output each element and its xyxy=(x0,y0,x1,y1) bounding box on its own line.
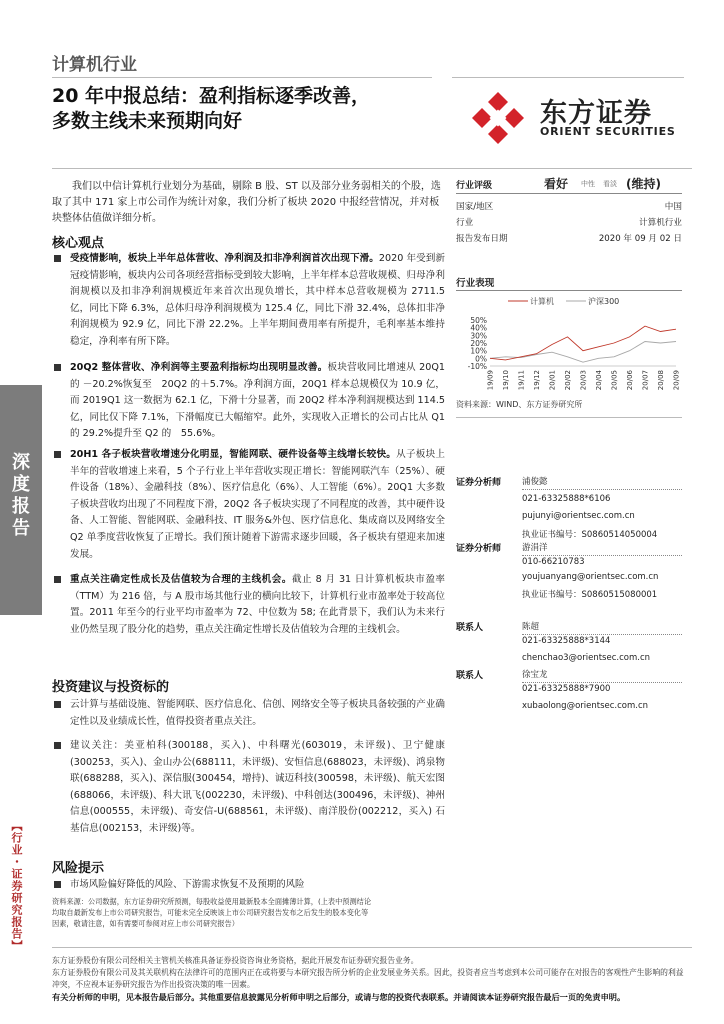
y-tick-label: 10% xyxy=(470,346,487,356)
right-divider xyxy=(456,417,682,418)
x-tick-label: 20/07 xyxy=(641,370,650,391)
data-source-note: 资料来源：公司数据，东方证券研究所预测，每股收益使用最新股本全面摊薄计算，(上表中预测结论均取自最新发布上市公司研究报告，可能未完全反映该上市公司研究报告发布之后发生的股本变化等因素，敬请注意，如有需要可参阅对应上市公司研究报告） xyxy=(52,897,372,928)
rating-status: (维持) xyxy=(626,177,661,191)
title-line-2: 多数主线未来预期向好 xyxy=(52,110,243,132)
info-row xyxy=(456,232,682,247)
y-tick-label: 30% xyxy=(470,331,487,341)
x-tick-label: 19/09 xyxy=(486,370,495,391)
x-tick-label: 20/05 xyxy=(610,370,619,391)
core-item-text: 截止 8 月 31 日计算机板块市盈率（TTM）为 216 倍，与 A 股市场其他行业的横向比较下，计算机行业市盈率处于较高位置。2011 年至今的行业平均市盈率为 72、中位数为 58; 在此背景下，我们认为未来行业仍然呈现了股分化的趋势，重点关注确定性增长及估值较为合理的主线机会。 xyxy=(70,574,446,635)
core-item-text: 2020 年受到新冠疫情影响，板块内公司各项经营指标受到较大影响，上半年样本总营收规模、归母净利润规模以及扣非净利润规模近年来首次出现负增长，其中样本总营收规模为 2711.5 亿，同比下降 6.3%，总体归母净利润规模为 125.4 亿，同比下滑 32.4%，总体扣非净利润规模为 92.9 亿，同比下滑 22.2%。上半年期间费用率有所提升，毛利率基本维持稳定，净利率有所下降。 xyxy=(70,253,446,347)
analyst-line xyxy=(522,489,682,490)
core-item-lead: 20H1 各子板块营收增速分化明显，智能网联、硬件设备等主线增长较快。 xyxy=(70,449,397,460)
info-key: 报告发布日期 xyxy=(456,234,508,244)
core-item-text: 板块营收同比增速从 20Q1 的 －20.2%恢复至 20Q2 的＋5.7%。净利润方面，20Q1 样本总规模仅为 10.9 亿，而 2019Q1 这一数据为 62.1 亿，下滑十分显著，而 20Q2 样本净利润规模达到 114.5 亿，同比仅下降 7.1%，下滑幅度已大幅缩窄。此外，实现收入正增长的公司占比从 Q1 的 29.2%提升至 Q2 的 55.6%。 xyxy=(70,362,445,440)
series-line-hs300 xyxy=(490,342,676,363)
core-item-text: 从子板块上半年的营收增速上来看，5 个子行业上半年营收实现正增长：智能网联汽车（25%）、硬件设备（18%）、金融科技（8%）、医疗信息化（6%）、人工智能（6%）。20Q1 大多数子板块营收均出现了不同程度下滑，20Q2 各子板块实现了不同程度的改善，其中硬件设备、人工智能、智能网联、金融科技、IT 服务&外包、医疗信息化、集成商以及网络安全 Q2 单季度营收恢复了正增长。我们预计随着下游需求逐步回暖，各子板块有望迎来加速发展。 xyxy=(70,449,446,560)
footer-line-1: 东方证券股份有限公司经相关主管机关核准具备证券投资咨询业务资格，据此开展发布证券研究报告业务。 xyxy=(52,956,419,965)
rating-active: 看好 xyxy=(544,177,569,191)
logo-name-en: ORIENT SECURITIES xyxy=(540,125,676,138)
industry-heading: 计算机行业 xyxy=(52,55,137,75)
bullet-icon xyxy=(54,451,61,458)
contact-email: chenchao3@orientsec.com.cn xyxy=(522,653,651,663)
x-tick-label: 19/12 xyxy=(533,370,541,391)
info-value: 2020 年 09 月 02 日 xyxy=(598,234,682,244)
legend-label-computer: 计算机 xyxy=(530,297,554,306)
info-row xyxy=(456,216,682,231)
analyst-label: 证券分析师 xyxy=(456,478,502,488)
analyst-email: youjuanyang@orientsec.com.cn xyxy=(522,572,659,582)
core-item-lead: 重点关注确定性成长及估值较为合理的主线机会。 xyxy=(70,574,292,585)
x-tick-label: 20/04 xyxy=(595,370,603,391)
bullet-icon xyxy=(54,576,61,583)
risk-heading: 风险提示 xyxy=(52,861,105,876)
logo-divider xyxy=(452,77,684,78)
contact-label: 联系人 xyxy=(456,623,484,633)
contact-phone: 021-63325888*3144 xyxy=(522,636,611,646)
rating-bad: 看淡 xyxy=(603,180,617,188)
analyst-email: pujunyi@orientsec.com.cn xyxy=(522,511,635,521)
info-row xyxy=(456,200,682,215)
report-category-vertical: 【行业・证券研究报告】 xyxy=(10,820,23,952)
analyst-line xyxy=(522,555,682,556)
contact-line xyxy=(522,682,682,683)
core-item-lead: 20Q2 整体营收、净利润等主要盈利指标均出现明显改善。 xyxy=(70,362,328,373)
legend-label-hs300: 沪深300 xyxy=(588,297,620,306)
x-tick-label: 20/09 xyxy=(672,370,681,391)
header-divider xyxy=(52,77,432,78)
rating-label: 行业评级 xyxy=(456,181,493,191)
x-tick-label: 20/08 xyxy=(657,370,665,391)
rating-row xyxy=(456,172,682,194)
analyst-phone: 010-66210783 xyxy=(522,557,585,567)
analyst-name: 浦俊懿 xyxy=(522,477,548,487)
bullet-icon xyxy=(54,881,61,888)
chart-title: 行业表现 xyxy=(456,273,682,291)
y-tick-label: -10% xyxy=(467,362,487,371)
footer-divider xyxy=(52,947,692,948)
invest-item xyxy=(52,697,445,730)
y-tick-label: 40% xyxy=(470,323,487,333)
y-tick-label: 50% xyxy=(470,316,487,325)
title-line-1: 20 年中报总结：盈利指标逐季改善， xyxy=(52,85,371,107)
rating-neutral: 中性 xyxy=(581,180,595,188)
info-key: 国家/地区 xyxy=(456,202,494,212)
analyst-phone: 021-63325888*6106 xyxy=(522,494,611,504)
bullet-icon xyxy=(54,364,61,371)
analyst-name: 游涓洋 xyxy=(522,543,548,553)
contact-name: 陈超 xyxy=(522,622,540,632)
x-tick-label: 20/06 xyxy=(626,370,634,391)
analyst-license: 执业证书编号：S0860514050004 xyxy=(522,530,658,540)
series-line-computer xyxy=(490,326,676,360)
x-tick-label: 20/01 xyxy=(548,370,557,391)
contact-email: xubaolong@orientsec.com.cn xyxy=(522,701,649,711)
info-key: 行业 xyxy=(456,218,474,228)
core-item xyxy=(52,572,445,638)
analyst-label: 证券分析师 xyxy=(456,544,502,554)
x-tick-label: 20/02 xyxy=(564,370,572,391)
report-type-label: 深度报告 xyxy=(12,452,30,539)
bullet-icon xyxy=(54,701,61,708)
bullet-icon xyxy=(54,742,61,749)
invest-item-text: 云计算与基础设施、智能网联、医疗信息化、信创、网络安全等子板块具备较强的产业确定性以及业绩成长性，值得投资者重点关注。 xyxy=(70,699,445,727)
intro-paragraph: 我们以中信计算机行业划分为基础，剔除 B 股、ST 以及部分业务弱相关的个股，选取了其中 171 家上市公司作为统计对象，我们分析了板块 2020 中报经营情况，并对板块整体估值做详细分析。 xyxy=(52,181,441,224)
orient-logo-icon xyxy=(470,90,526,146)
info-value: 中国 xyxy=(664,202,682,212)
core-item-lead: 受疫情影响，板块上半年总体营收、净利润及扣非净利润首次出现下滑。 xyxy=(70,253,379,264)
core-item xyxy=(52,447,445,563)
bullet-icon xyxy=(54,255,61,262)
industry-performance-chart xyxy=(456,292,682,396)
invest-item xyxy=(52,738,445,838)
report-title xyxy=(52,84,370,134)
footer-compliance xyxy=(52,955,687,991)
x-tick-label: 19/11 xyxy=(517,370,526,391)
logo-name-cn: 东方证券 xyxy=(540,98,652,129)
footer-bold-notice: 有关分析师的申明，见本报告最后部分。其他重要信息披露见分析师申明之后部分，或请与您的投资代表联系。并请阅读本证券研究报告最后一页的免责申明。 xyxy=(52,992,626,1002)
info-value: 计算机行业 xyxy=(639,218,682,228)
invest-item-text: 建议关注：美亚柏科(300188，买入)、中科曙光(603019，未评级)、卫宁健康(300253，买入)、金山办公(688111，未评级)、安恒信息(688023，未评级)、鸿泉物联(688288，买入)、深信服(300454，增持)、诚迈科技(300598，未评级)、航天宏图(688066，未评级)、科大讯飞(002230，未评级)、中科创达(300496，未评级)、神州信息(000555，未评级)、奇安信-U(688561，未评级)、南洋股份(002212，买入) 石基信息(002153，未评级)等。 xyxy=(70,740,445,834)
chart-source: 资料来源：WIND、东方证券研究所 xyxy=(456,400,583,409)
y-tick-label: 20% xyxy=(470,339,487,348)
footer-line-2: 东方证券股份有限公司及其关联机构在法律许可的范围内正在或将要与本研究报告所分析的企业发展业务关系。因此，投资者应当考虑到本公司可能存在对报告的客观性产生影响的利益冲突，不应视本证券研究报告为作出投资决策的唯一因素。 xyxy=(52,968,684,989)
y-tick-label: 0% xyxy=(475,354,487,364)
contact-line xyxy=(522,634,682,635)
x-tick-label: 20/03 xyxy=(579,370,588,391)
core-item xyxy=(52,360,445,443)
core-item xyxy=(52,251,445,351)
contact-label: 联系人 xyxy=(456,671,484,681)
x-tick-label: 19/10 xyxy=(502,370,510,391)
risk-item xyxy=(52,877,445,894)
analyst-license: 执业证书编号：S0860515080001 xyxy=(522,590,658,600)
core-heading: 核心观点 xyxy=(52,236,105,251)
contact-name: 徐宝龙 xyxy=(522,670,548,680)
section-divider xyxy=(52,168,692,169)
contact-phone: 021-63325888*7900 xyxy=(522,684,611,694)
invest-heading: 投资建议与投资标的 xyxy=(52,680,170,695)
risk-item-text: 市场风险偏好降低的风险、下游需求恢复不及预期的风险 xyxy=(70,879,305,890)
